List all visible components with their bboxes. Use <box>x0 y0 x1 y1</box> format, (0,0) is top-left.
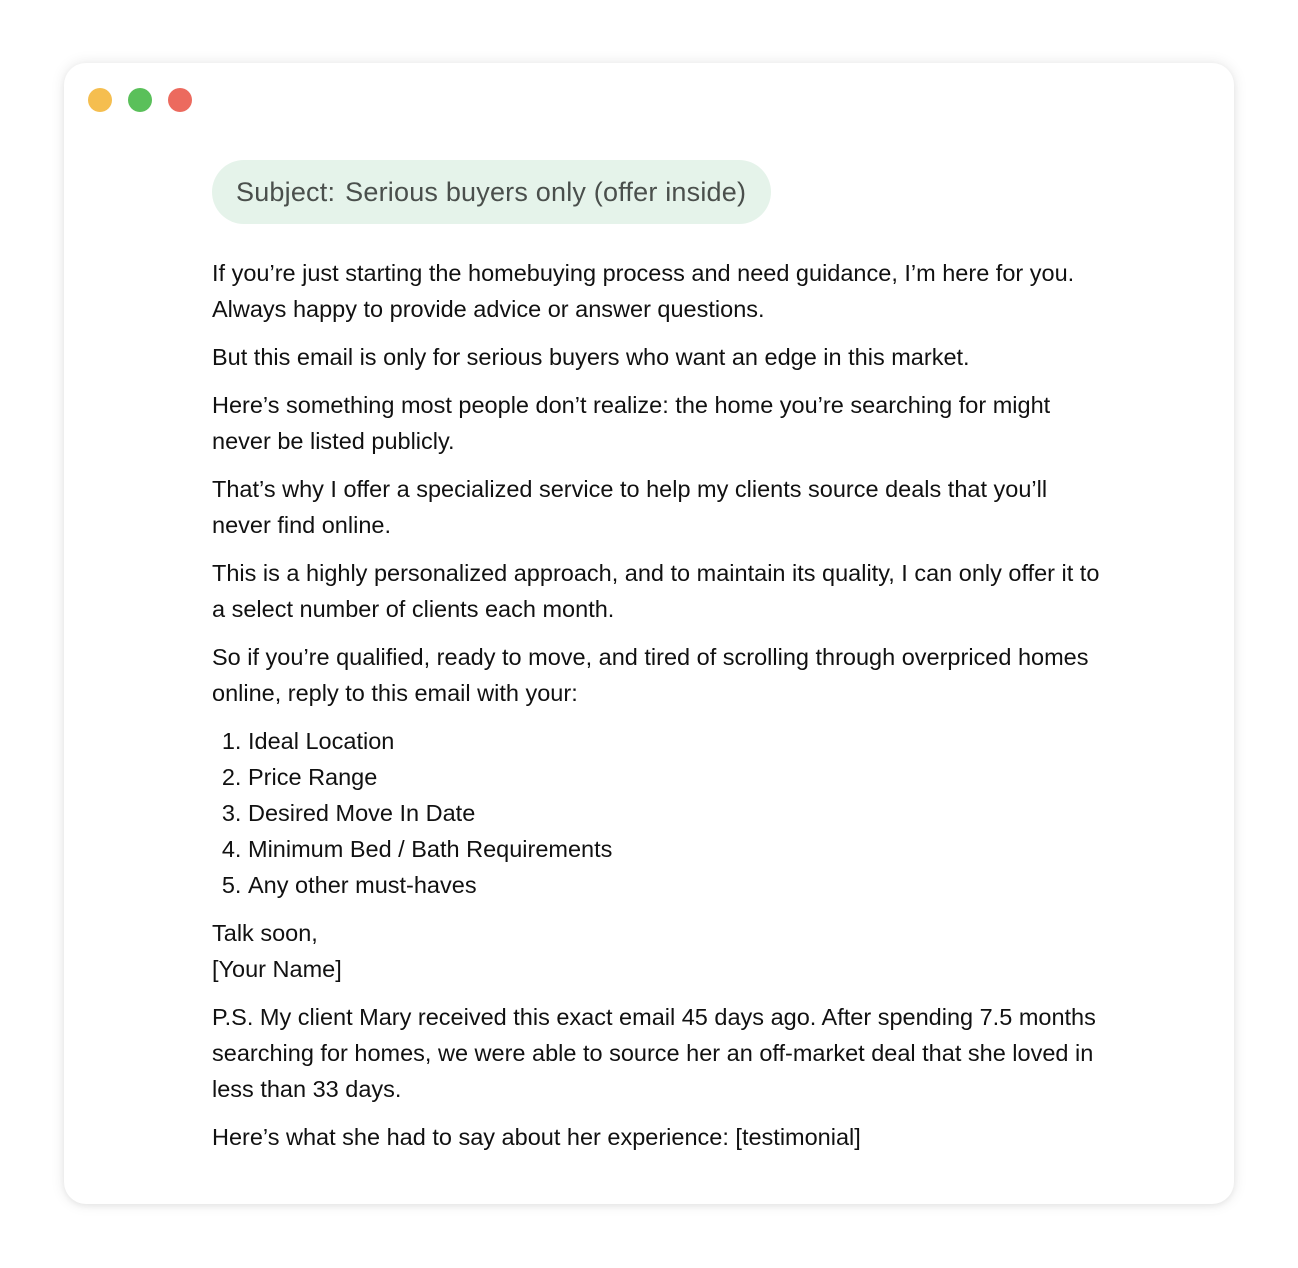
email-window <box>64 63 1234 1204</box>
subject-prefix: Subject: <box>236 176 336 207</box>
list-item: 3. Desired Move In Date <box>248 795 1102 831</box>
maximize-button[interactable] <box>128 88 152 112</box>
closing-line: Here’s what she had to say about her experience: [testimonial] <box>212 1124 861 1150</box>
postscript: P.S. My client Mary received this exact email 45 days ago. After spending 7.5 months searching for homes, we were able to source her an off-market deal that she loved in less than 33 days. <box>212 1004 1096 1102</box>
paragraph-5: This is a highly personalized approach, and to maintain its quality, I can only offer it to a select number of clients each month. <box>212 560 1100 622</box>
window-controls <box>88 88 192 112</box>
email-body <box>212 255 1102 1167</box>
minimize-button[interactable] <box>88 88 112 112</box>
paragraph-6: So if you’re qualified, ready to move, and tired of scrolling through overpriced homes online, reply to this email with your: <box>212 644 1089 706</box>
list-item: 2. Price Range <box>248 759 1102 795</box>
signature <box>212 915 1102 987</box>
signoff: Talk soon, <box>212 920 318 946</box>
subject-line <box>212 160 771 224</box>
close-button[interactable] <box>168 88 192 112</box>
list-item: 4. Minimum Bed / Bath Requirements <box>248 831 1102 867</box>
paragraph-2: But this email is only for serious buyers who want an edge in this market. <box>212 344 970 370</box>
paragraph-1: If you’re just starting the homebuying process and need guidance, I’m here for you. Always happy to provide advice or answer questions. <box>212 260 1075 322</box>
sender-name: [Your Name] <box>212 956 342 982</box>
paragraph-4: That’s why I offer a specialized service to help my clients source deals that you’ll never find online. <box>212 476 1048 538</box>
list-item: 5. Any other must-haves <box>248 867 1102 903</box>
list-item: 1. Ideal Location <box>248 723 1102 759</box>
paragraph-3: Here’s something most people don’t realize: the home you’re searching for might never be listed publicly. <box>212 392 1051 454</box>
subject-text: Serious buyers only (offer inside) <box>345 176 747 207</box>
requirements-list <box>212 723 1102 903</box>
